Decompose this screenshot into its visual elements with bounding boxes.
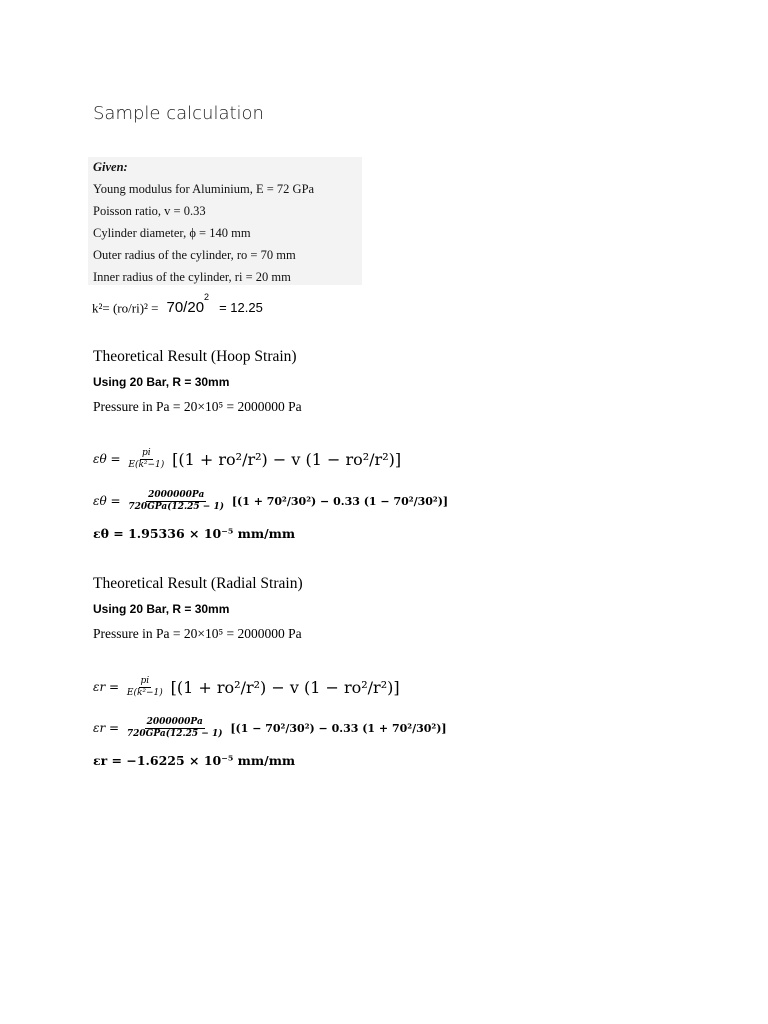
radial-formula-body: [(1 + ro²/r²) − v (1 − ro²/r²)] [170,678,400,697]
given-line: Outer radius of the cylinder, ro = 70 mm [93,248,296,262]
formula-denominator: E(k²−1) [128,460,165,470]
substitution-numerator: 2000000Pa [146,717,203,727]
radial-substitution [93,717,447,740]
radial-heading: Theoretical Result (Radial Strain) [93,575,303,592]
given-label: Given: [93,160,128,174]
hoop-eq2-lhs: εθ = [93,494,121,508]
k-ratio: 70/20 [166,299,205,317]
radial-eq2-lhs: εr = [93,721,120,735]
formula-fraction [126,448,166,471]
page-title: Sample calculation [93,103,264,124]
substitution-numerator: 2000000Pa [148,490,205,500]
substitution-denominator: 720GPa(12.25 − 1) [126,729,223,739]
formula-numerator: pi [140,676,150,686]
given-line: Inner radius of the cylinder, ri = 20 mm [93,270,291,284]
radial-result: εr = −1.6225 × 10⁻⁵ mm/mm [93,753,296,768]
hoop-substitution-body: [(1 + 70²/30²) − 0.33 (1 − 70²/30²)] [231,495,449,508]
given-line: Cylinder diameter, ϕ = 140 mm [93,226,251,240]
hoop-subheading: Using 20 Bar, R = 30mm [93,375,230,389]
radial-subheading: Using 20 Bar, R = 30mm [93,602,230,616]
k-result: = 12.25 [219,300,263,316]
radial-substitution-body: [(1 − 70²/30²) − 0.33 (1 + 70²/30²)] [230,722,447,735]
hoop-pressure: Pressure in Pa = 20×10⁵ = 2000000 Pa [93,399,302,414]
k-lhs: k²= (ro/ri)² = [92,300,159,316]
hoop-formula-body: [(1 + ro²/r²) − v (1 − ro²/r²)] [172,450,402,469]
k-equation [92,292,263,317]
given-line: Young modulus for Aluminium, E = 72 GPa [93,182,315,196]
formula-denominator: E(k²−1) [126,688,163,698]
radial-pressure: Pressure in Pa = 20×10⁵ = 2000000 Pa [93,626,302,641]
k-exponent: 2 [204,292,210,302]
substitution-denominator: 720GPa(12.25 − 1) [128,502,224,512]
hoop-eq1-lhs: εθ = [93,452,121,466]
hoop-substitution [93,490,448,513]
substitution-fraction [126,490,226,513]
radial-formula [93,676,400,699]
substitution-fraction [125,717,225,740]
formula-numerator: pi [142,448,151,458]
hoop-result: εθ = 1.95336 × 10⁻⁵ mm/mm [93,526,296,541]
given-line: Poisson ratio, v = 0.33 [93,204,206,218]
hoop-formula [93,448,401,471]
given-block [88,157,362,285]
radial-eq1-lhs: εr = [93,680,120,694]
formula-fraction [125,676,165,699]
hoop-heading: Theoretical Result (Hoop Strain) [93,348,297,365]
